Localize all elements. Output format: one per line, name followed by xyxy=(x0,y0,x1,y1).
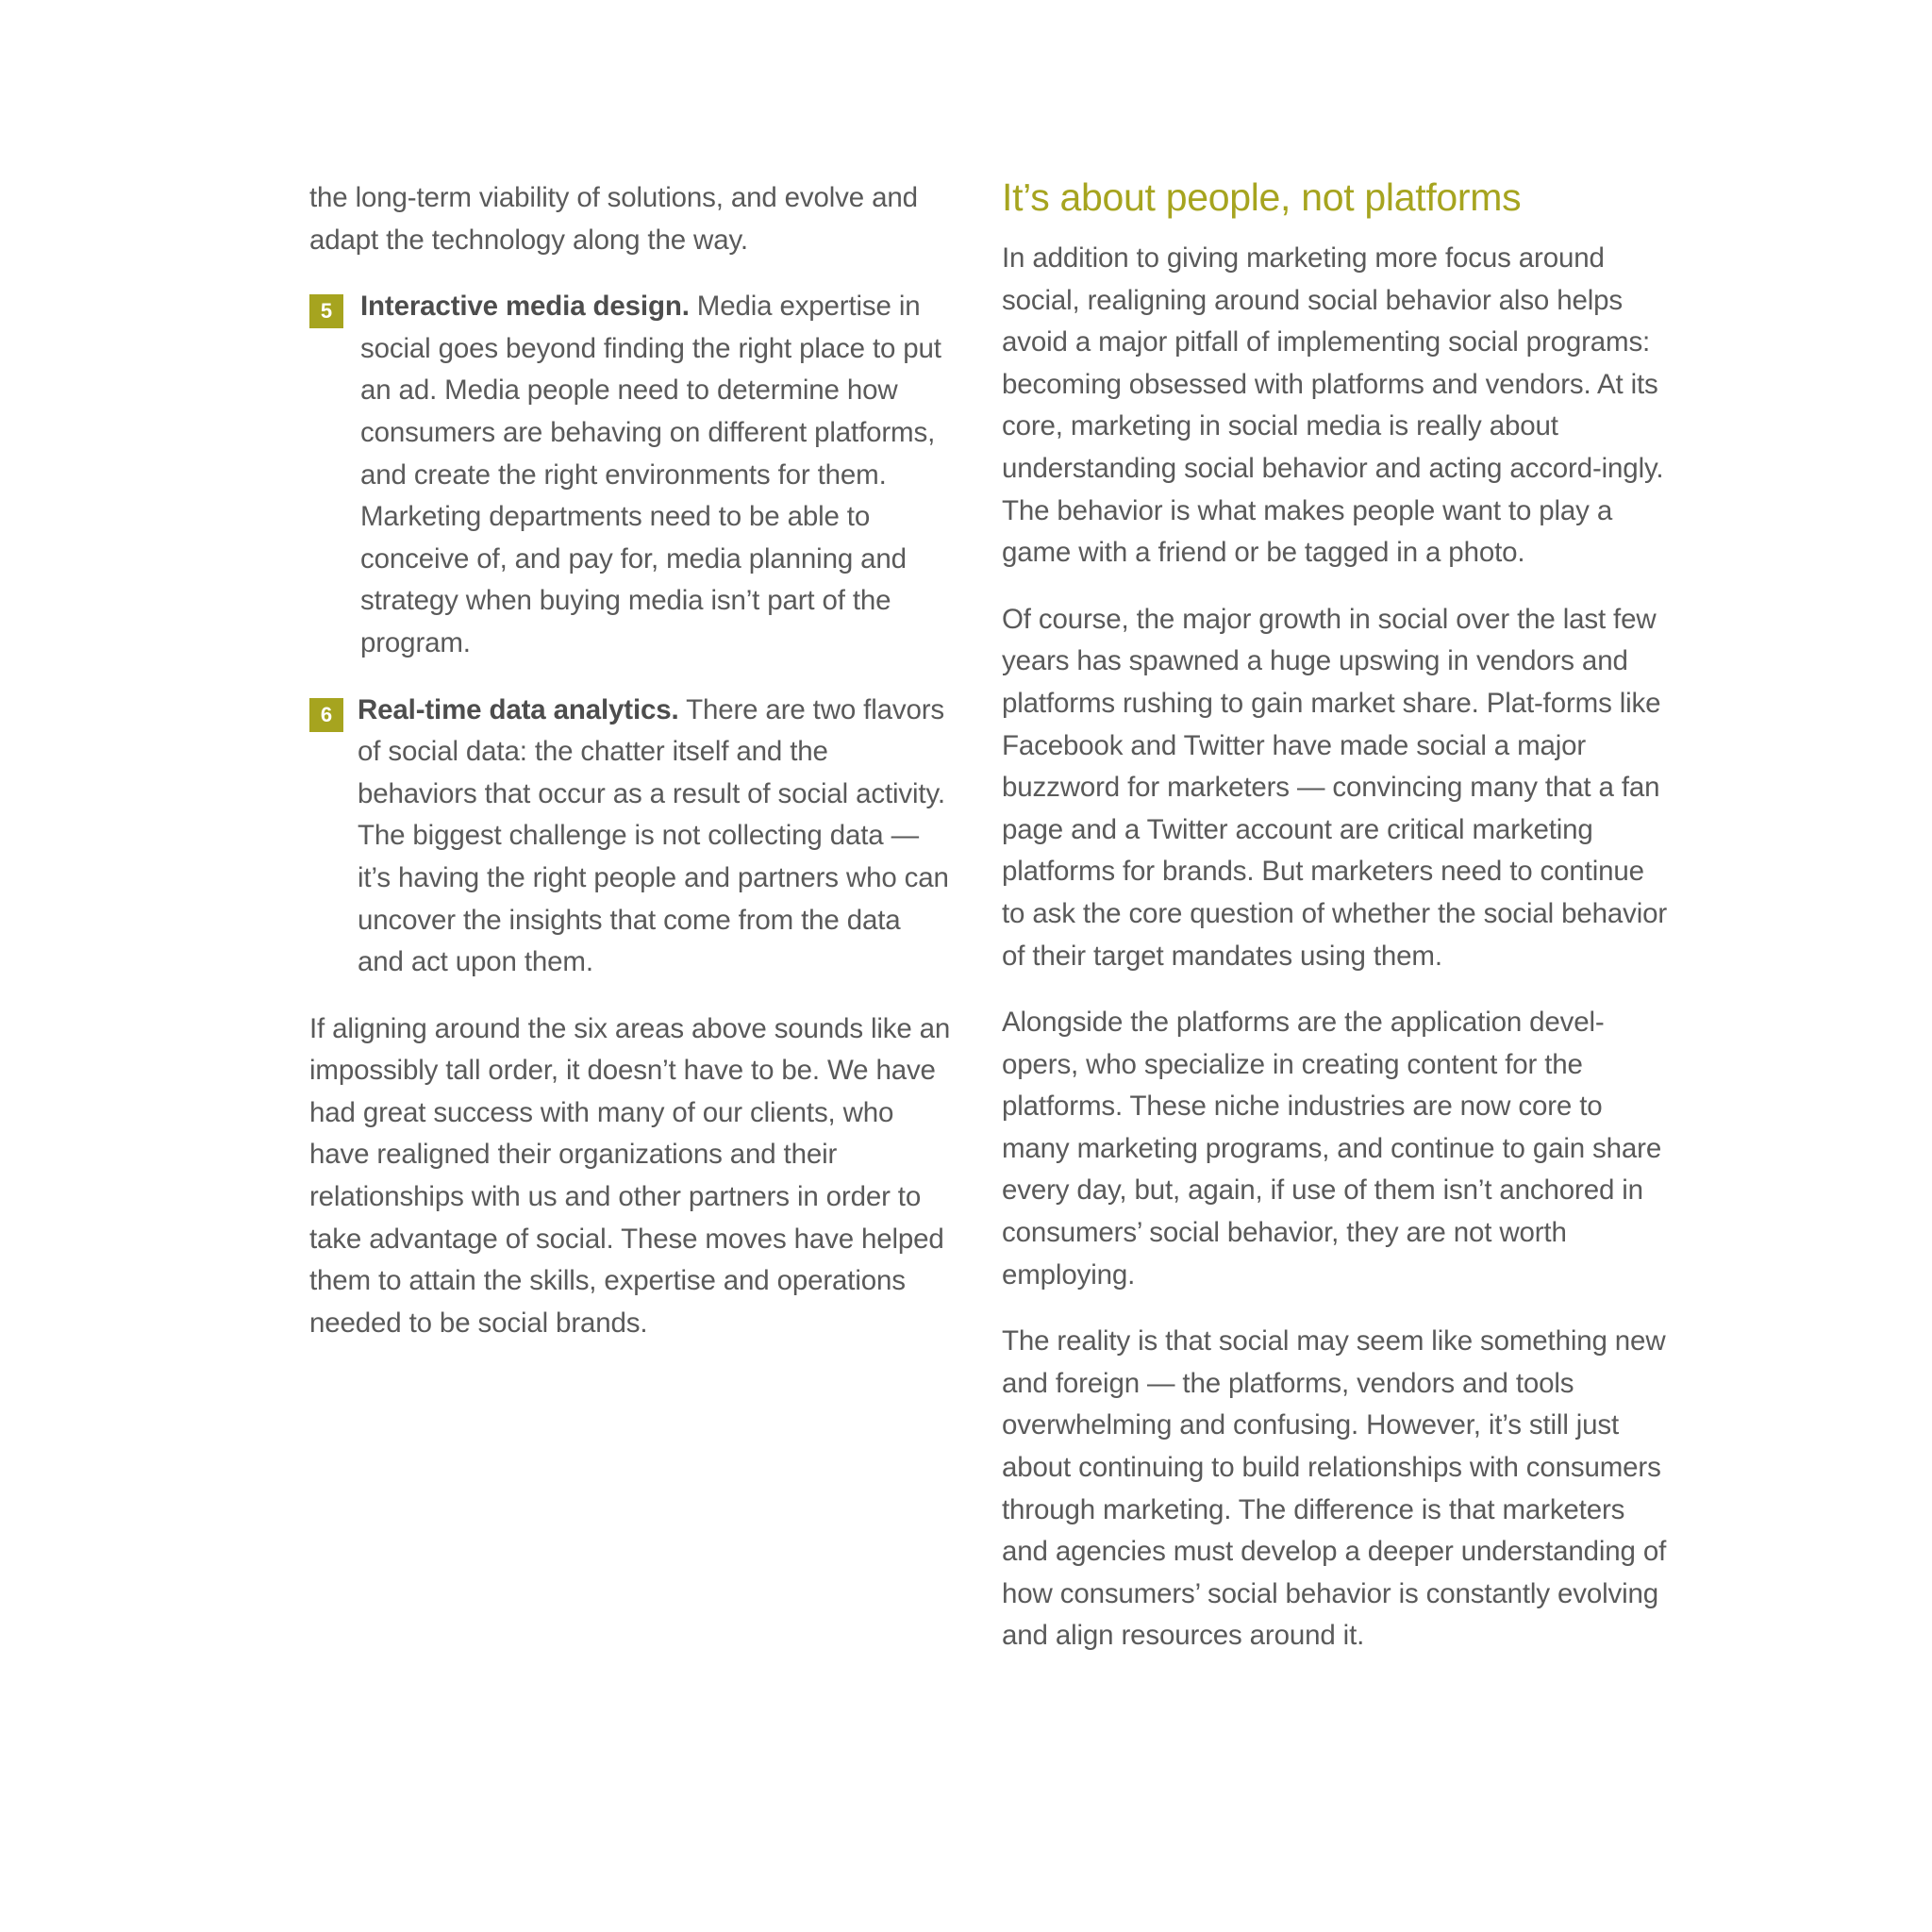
left-column xyxy=(309,177,951,1344)
list-item-6-body: There are two flavors of social data: the chatter itself and the behaviors that occur as a result of social activity. The biggest challenge is not collecting data — it’s having the right people and partners who can uncover the insights that come from the data and act upon them. xyxy=(358,693,949,978)
number-badge-5: 5 xyxy=(309,294,343,328)
body-paragraph-3: Alongside the platforms are the application devel-opers, who specialize in creating content for the platforms. These niche industries are now core to many marketing programs, and continue to gain share every day, but, again, if use of them isn’t anchored in consumers’ social behavior, they are not worth employing. xyxy=(1002,1007,1662,1291)
intro-paragraph: the long-term viability of solutions, and evolve and adapt the technology along the way. xyxy=(309,182,918,256)
list-item-5-text xyxy=(360,286,951,664)
list-item-6-text xyxy=(358,690,951,984)
list-item-6-lead: Real-time data analytics. xyxy=(358,693,679,725)
list-item-6 xyxy=(309,690,951,984)
number-badge-6: 6 xyxy=(309,698,343,732)
list-item-5 xyxy=(309,286,951,664)
body-paragraph-1: In addition to giving marketing more focus around social, realigning around social behavior also helps avoid a major pitfall of implementing social programs: becoming obsessed with platforms and vendors. At its core, marketing in social media is really about understanding social behavior and acting accord-ingly. The behavior is what makes people want to play a game with a friend or be tagged in a photo. xyxy=(1002,242,1664,569)
body-paragraph-4: The reality is that social may seem like something new and foreign — the platforms, vendors and tools overwhelming and confusing. However, it’s still just about continuing to build relationships with consumers through marketing. The difference is that marketers and agencies must develop a deeper understanding of how consumers’ social behavior is constantly evolving and align resources around it. xyxy=(1002,1325,1667,1652)
list-item-5-body: Media expertise in social goes beyond finding the right place to put an ad. Media people need to determine how consumers are behaving on different platforms, and create the right environments for them. Marketing departments need to be able to conceive of, and pay for, media planning and strategy when buying media isn’t part of the program. xyxy=(360,291,941,658)
body-paragraph-2: Of course, the major growth in social over the last few years has spawned a huge upswing in vendors and platforms rushing to gain market share. Plat-forms like Facebook and Twitter have made social a major buzzword for marketers — convincing many that a fan page and a Twitter account are critical marketing platforms for brands. But marketers need to continue to ask the core question of whether the social behavior of their target mandates using them. xyxy=(1002,603,1668,972)
section-heading: It’s about people, not platforms xyxy=(1002,175,1522,219)
list-item-5-lead: Interactive media design. xyxy=(360,291,690,323)
right-column xyxy=(1002,177,1668,1657)
closing-paragraph: If aligning around the six areas above sounds like an impossibly tall order, it doesn’t have to be. We have had great success with many of our clients, who have realigned their organizations and their relationships with us and other partners in order to take advantage of social. These moves have helped them to attain the skills, expertise and operations needed to be social brands. xyxy=(309,1012,951,1339)
